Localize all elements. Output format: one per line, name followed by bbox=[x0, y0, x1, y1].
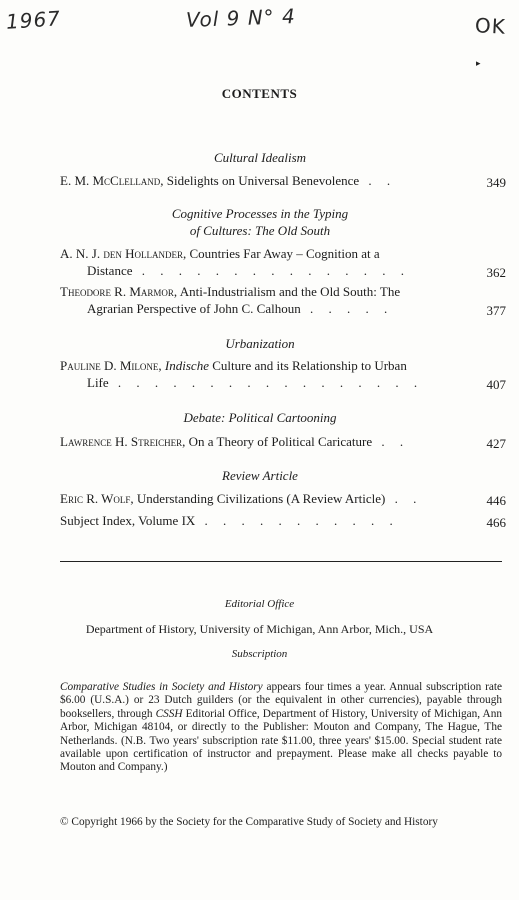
subscription-paragraph bbox=[60, 681, 502, 775]
entry-title-cont: Life bbox=[87, 375, 109, 390]
subscription-text-2: Editorial Office, Department of History, University of Michigan, Ann Arbor, Michigan 48104, or directly to the Publisher: Mouton and Company, The Hague, The Netherlands. (N.B. Two years' subscription rate $11.00, three years' $15.00. Special student rate available upon certification of instructor and prepayment. Please make all checks payable to Mouton and Company.) bbox=[60, 707, 502, 774]
journal-name: Comparative Studies in Society and History bbox=[60, 681, 263, 693]
entry-author: Lawrence H. Streicher, bbox=[60, 434, 186, 449]
toc-entry-marmor: Theodore R. Marmor, Anti-Industrialism and the Old South: The Agrarian Perspective of John C. Calhoun . . . . . bbox=[60, 284, 401, 316]
handwritten-year-note: 1967 bbox=[5, 6, 62, 34]
subscription-heading: Subscription bbox=[231, 648, 288, 660]
toc-entry-den-hollander: A. N. J. den Hollander, Countries Far Away – Cognition at a Distance . . . . . . . . . . . . . . . bbox=[60, 246, 410, 278]
entry-author: E. M. McClelland, bbox=[60, 173, 164, 188]
toc-entry-mcclelland: E. M. McClelland, Sidelights on Universal Benevolence . . bbox=[60, 173, 397, 188]
handwritten-volume-note: Vol 9 N° 4 bbox=[185, 4, 297, 32]
entry-title-cont: Distance bbox=[87, 263, 133, 278]
section-heading-cognitive-line2: of Cultures: The Old South bbox=[189, 223, 331, 238]
toc-entry-subject-index: Subject Index, Volume IX . . . . . . . . . . . bbox=[60, 513, 399, 528]
toc-entry-milone: Pauline D. Milone, Indische Culture and its Relationship to Urban Life . . . . . . . . . . . . . . . . . bbox=[60, 358, 424, 390]
divider-rule bbox=[60, 561, 502, 562]
section-heading-cognitive-line1: Cognitive Processes in the Typing bbox=[171, 206, 349, 221]
entry-page-number: 407 bbox=[486, 377, 506, 392]
handwritten-ok-note: OK bbox=[474, 13, 507, 39]
entry-title-cont: Agrarian Perspective of John C. Calhoun bbox=[87, 301, 301, 316]
entry-page-number: 377 bbox=[486, 303, 506, 318]
contents-title: CONTENTS bbox=[221, 86, 298, 101]
entry-page-number: 427 bbox=[486, 436, 506, 451]
entry-title: Understanding Civilizations (A Review Article) bbox=[136, 491, 386, 506]
subscription-text-1: appears four times a year. Annual subscription rate $6.00 (U.S.A.) or 23 Dutch guilders (or the equivalent in other currencies), payable through booksellers, through bbox=[60, 681, 502, 720]
entry-title: On a Theory of Political Caricature bbox=[188, 434, 373, 449]
section-heading-urbanization: Urbanization bbox=[225, 336, 295, 351]
editorial-office-address: Department of History, University of Michigan, Ann Arbor, Mich., USA bbox=[85, 622, 434, 636]
copyright-notice: © Copyright 1966 by the Society for the Comparative Study of Society and History bbox=[60, 816, 438, 828]
section-heading-cultural-idealism: Cultural Idealism bbox=[213, 150, 307, 165]
editorial-office-heading: Editorial Office bbox=[224, 598, 295, 610]
entry-page-number: 466 bbox=[486, 515, 506, 530]
entry-title: Culture and its Relationship to Urban bbox=[212, 358, 407, 373]
section-heading-review-article: Review Article bbox=[222, 468, 298, 483]
entry-author: Eric R. Wolf, bbox=[60, 491, 134, 506]
entry-page-number: 362 bbox=[486, 265, 506, 280]
toc-entry-wolf: Eric R. Wolf, Understanding Civilizations (A Review Article) . . bbox=[60, 491, 423, 506]
entry-author: Pauline D. Milone, bbox=[60, 358, 162, 373]
entry-title-italic: Indische bbox=[164, 358, 209, 373]
entry-title: Anti-Industrialism and the Old South: The bbox=[179, 284, 401, 299]
entry-title: Subject Index, Volume IX bbox=[60, 513, 196, 528]
entry-title: Sidelights on Universal Benevolence bbox=[166, 173, 360, 188]
toc-entry-streicher: Lawrence H. Streicher, On a Theory of Political Caricature . . bbox=[60, 434, 410, 449]
cssh-abbrev: CSSH bbox=[155, 707, 183, 720]
entry-page-number: 349 bbox=[486, 175, 506, 190]
entry-author: Theodore R. Marmor, bbox=[60, 284, 178, 299]
entry-title: Countries Far Away – Cognition at a bbox=[189, 246, 380, 261]
entry-author: A. N. J. den Hollander, bbox=[60, 246, 187, 261]
pen-mark: ▸ bbox=[476, 58, 481, 68]
entry-page-number: 446 bbox=[486, 493, 506, 508]
section-heading-debate: Debate: Political Cartooning bbox=[183, 410, 337, 425]
